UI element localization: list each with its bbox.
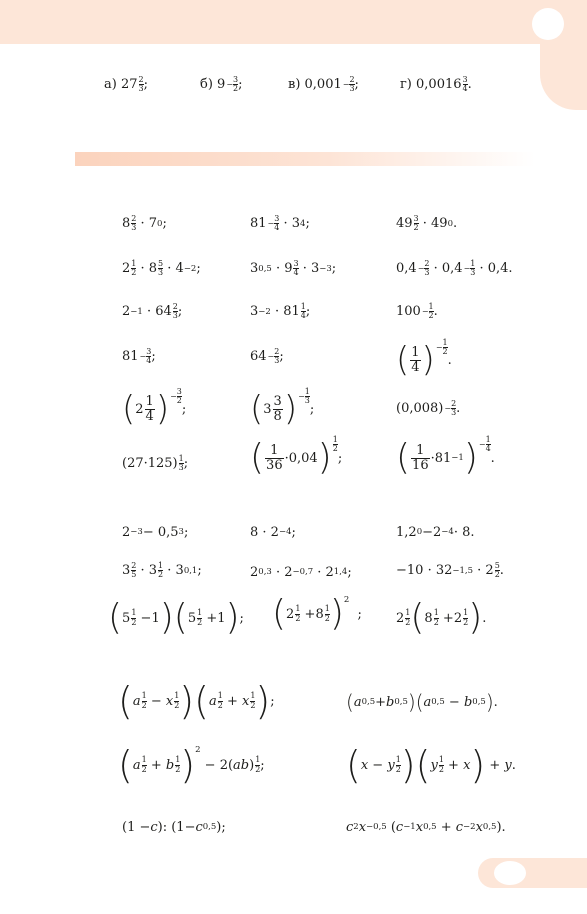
expr-6-1: (27·125) 1 3 ;: [122, 454, 189, 473]
expr-4-2: 64 − 2 3 ;: [250, 347, 284, 366]
expr-2-2: 3 0,5 · 9 3 4 · 3 −3 ;: [250, 259, 337, 278]
expr-11-2: ( x − y 1 2 ) ( y 1 2 + x ) + y .: [346, 743, 516, 787]
expr-9-3: 2 1 2 ( 8 1 2 +2 1 2 ) .: [396, 597, 487, 638]
expr-7-1: 2 −3 − 0,5 3 ;: [122, 525, 189, 540]
expr-4-3: ( 1 4 ) − 1 2 .: [396, 338, 452, 380]
expr-5-2: ( 3 3 8 ) − 1 3 ;: [250, 387, 315, 429]
expr-2-3: 0,4 − 2 3 · 0,4 − 1 3 · 0,4.: [396, 259, 513, 278]
expr-5-1: ( 2 1 4 ) − 3 2 ;: [122, 387, 187, 429]
task-top-g: г) 0,0016 3 4 .: [400, 75, 472, 94]
expr-8-1: 3 2 5 · 3 1 2 · 3 0,1 ;: [122, 561, 202, 580]
expr-6-2: ( 1 36 ·0,04 ) 1 2 ;: [250, 435, 343, 478]
expr-9-1: ( 5 1 2 −1 ) ( 5 1 2 +1 ) ;: [108, 597, 244, 638]
task-top-a: а) 27 2 3 ;: [104, 75, 148, 94]
task-top-b: б) 9 − $\frac{3}{2}$ ;: [200, 75, 243, 94]
expr-11-1: ( a 1 2 + b 1 2 ) $^2$ − 2( ab ) 1 2 ;: [118, 743, 265, 787]
page-number-circle-bottom: [494, 861, 526, 885]
expr-1-3: 49 3 2 · 49 0 .: [396, 214, 458, 233]
expr-1-2: 81 − 3 4 · 3 4 ;: [250, 214, 310, 233]
expr-12-1: (1 − c ): (1− c 0,5 );: [122, 820, 226, 835]
page-number-circle-top: [532, 8, 564, 40]
expr-8-2: 2 0,3 · 2 −0,7 · 2 1,4 ;: [250, 565, 352, 580]
expr-7-2: 8 · 2 −4 ;: [250, 525, 296, 540]
header-band: [0, 0, 587, 44]
task-top-v: в) 0,001 − $\frac{2}{3}$ ;: [288, 75, 359, 94]
expr-3-3: 100 − 1 2 .: [396, 302, 438, 321]
expr-7-3: 1,2 0 −2 −4 · 8.: [396, 525, 475, 540]
expr-12-2: c 2 x −0,5 ( c −1 x 0,5 + c −2 x 0,5 ).: [346, 820, 506, 835]
expr-8-3: −10 · 32 −1,5 · 2 5 2 .: [396, 561, 504, 580]
expr-3-2: 3 −2 · 81 1 4 ;: [250, 302, 311, 321]
expr-2-1: 2 1 2 · 8 5 3 · 4 −2 ;: [122, 259, 201, 278]
expr-10-1: ( a 1 2 − x 1 2 ) ( a 1 2 + x 1 2 ) ;: [118, 679, 275, 723]
expr-1-1: 8 2 3 · 7 0 ;: [122, 214, 167, 233]
expr-10-2: ( a 0,5 + b 0,5 ) ( a 0,5 − b 0,5 ) .: [346, 690, 498, 714]
expr-6-3: ( 1 16 ·81 −1 ) − 1 4 .: [396, 435, 495, 478]
expr-4-1: 81 − 3 4 ;: [122, 347, 156, 366]
expr-5-3: (0,008) − 2 3 .: [396, 399, 461, 418]
expr-9-2: ( 2 1 2 +8 1 2 ) $^2$ ;: [272, 593, 362, 634]
section-divider-bar: [75, 152, 535, 166]
expr-3-1: 2 −1 · 64 2 3 ;: [122, 302, 183, 321]
